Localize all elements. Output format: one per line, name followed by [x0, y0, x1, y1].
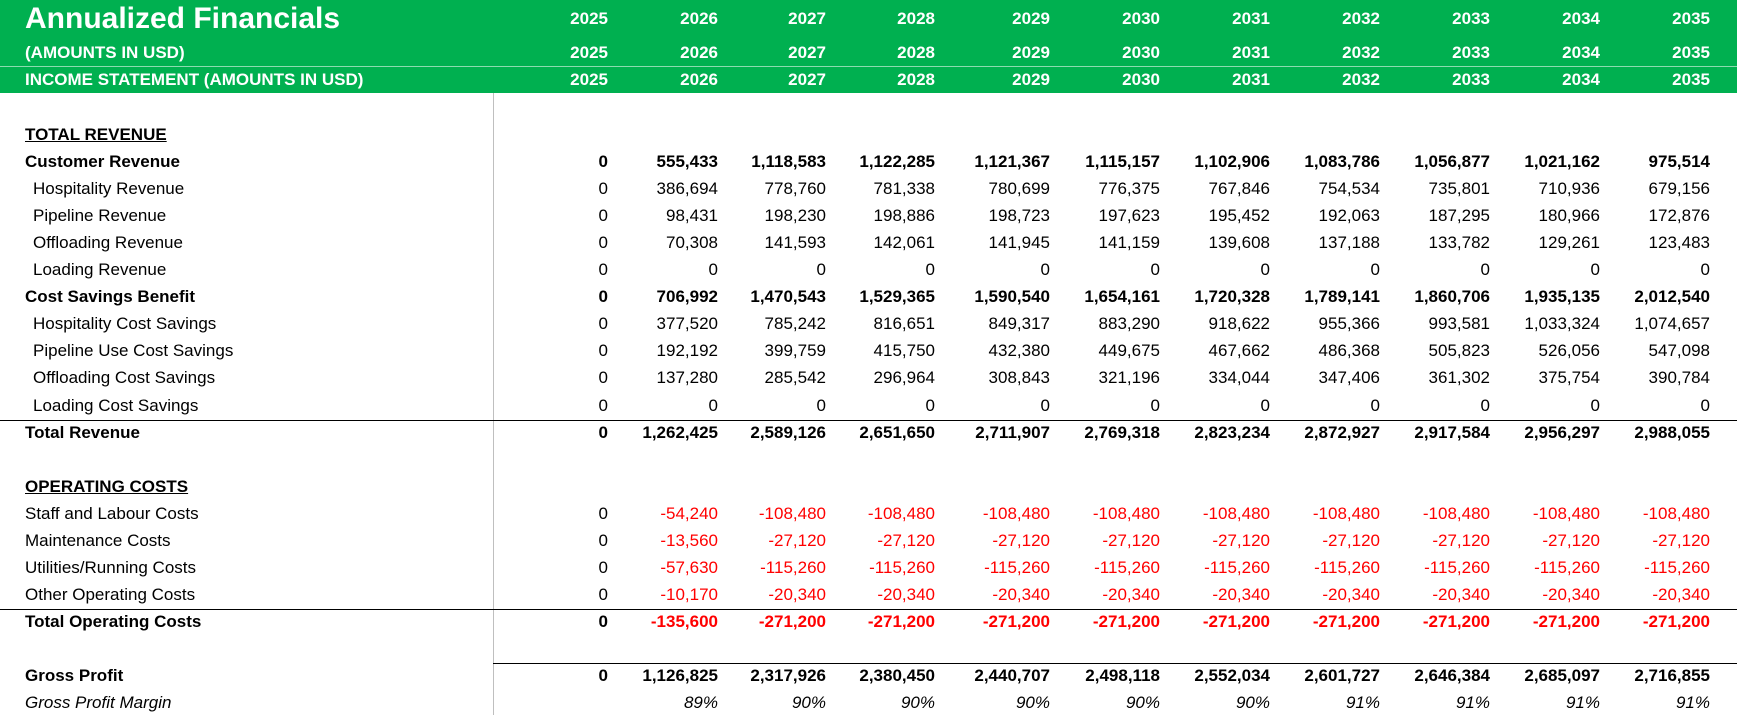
cell-2027: 2,589,126 — [750, 423, 826, 442]
cell-2033: 2,917,584 — [1414, 423, 1490, 442]
cell-2034: -20,340 — [1542, 585, 1600, 604]
year-header-2035: 2035 — [1672, 70, 1710, 89]
cell-2032: 347,406 — [1318, 368, 1380, 387]
cell-2034: -271,200 — [1532, 612, 1600, 631]
row-rule — [0, 609, 1737, 610]
cell-2029: -27,120 — [992, 531, 1050, 550]
table-row — [0, 608, 1737, 635]
cell-2033: 1,860,706 — [1414, 287, 1490, 306]
table-row — [0, 310, 1737, 337]
row-label: TOTAL REVENUE — [25, 125, 167, 144]
cell-2028: 0 — [925, 260, 935, 279]
cell-2033: 0 — [1480, 260, 1490, 279]
row-label: Customer Revenue — [25, 152, 180, 171]
cell-2025: 0 — [598, 179, 608, 198]
cell-2033: -271,200 — [1422, 612, 1490, 631]
cell-2030: 141,159 — [1098, 233, 1160, 252]
cell-2025: 0 — [598, 612, 608, 631]
table-row — [0, 364, 1737, 391]
cell-2026: 555,433 — [656, 152, 718, 171]
table-row — [0, 148, 1737, 175]
cell-2027: -27,120 — [768, 531, 826, 550]
cell-2032: 2,601,727 — [1304, 666, 1380, 685]
cell-2027: 785,242 — [764, 314, 826, 333]
row-label: Hospitality Revenue — [33, 179, 185, 198]
cell-2034: 2,685,097 — [1524, 666, 1600, 685]
cell-2032: 0 — [1370, 396, 1380, 415]
cell-2025: 0 — [598, 396, 608, 415]
cell-2033: -20,340 — [1432, 585, 1490, 604]
cell-2033: -115,260 — [1424, 558, 1490, 577]
table-row — [0, 337, 1737, 364]
row-label: Cost Savings Benefit — [25, 287, 196, 306]
cell-2031: 1,102,906 — [1194, 152, 1270, 171]
cell-2035: 91% — [1675, 693, 1710, 712]
year-header-2030: 2030 — [1122, 43, 1160, 62]
cell-2034: 1,021,162 — [1524, 152, 1600, 171]
table-row — [0, 121, 1737, 148]
cell-2028: -115,260 — [869, 558, 935, 577]
cell-2035: -115,260 — [1644, 558, 1710, 577]
cell-2032: 192,063 — [1318, 206, 1380, 225]
cell-2031: -20,340 — [1212, 585, 1270, 604]
cell-2035: 2,716,855 — [1634, 666, 1710, 685]
cell-2027: 1,470,543 — [750, 287, 826, 306]
cell-2025: 0 — [598, 206, 608, 225]
cell-2031: 2,552,034 — [1194, 666, 1270, 685]
cell-2034: 375,754 — [1538, 368, 1600, 387]
cell-2033: 2,646,384 — [1414, 666, 1490, 685]
cell-2025: 0 — [598, 558, 608, 577]
cell-2032: -271,200 — [1312, 612, 1380, 631]
cell-2029: 780,699 — [988, 179, 1050, 198]
year-header-2032: 2032 — [1342, 43, 1380, 62]
cell-2026: -57,630 — [660, 558, 718, 577]
cell-2025: 0 — [598, 504, 608, 523]
row-label: Offloading Cost Savings — [33, 368, 216, 387]
cell-2027: -271,200 — [758, 612, 826, 631]
header-row-2 — [0, 66, 1737, 93]
cell-2028: 2,380,450 — [859, 666, 935, 685]
cell-2030: -27,120 — [1102, 531, 1160, 550]
cell-2033: 91% — [1455, 693, 1490, 712]
year-header-2030: 2030 — [1122, 9, 1160, 28]
cell-2035: 2,012,540 — [1634, 287, 1710, 306]
year-header-2032: 2032 — [1342, 9, 1380, 28]
cell-2031: 0 — [1260, 260, 1270, 279]
cell-2028: 816,651 — [873, 314, 935, 333]
cell-2025: 0 — [598, 531, 608, 550]
cell-2031: 467,662 — [1208, 341, 1270, 360]
table-row — [0, 689, 1737, 716]
cell-2035: 172,876 — [1648, 206, 1710, 225]
cell-2031: -115,260 — [1204, 558, 1270, 577]
row-label: Loading Cost Savings — [33, 396, 199, 415]
cell-2025: 0 — [598, 585, 608, 604]
cell-2033: 361,302 — [1428, 368, 1490, 387]
cell-2031: -271,200 — [1202, 612, 1270, 631]
cell-2029: 1,590,540 — [974, 287, 1050, 306]
cell-2026: 386,694 — [656, 179, 718, 198]
year-header-2028: 2028 — [897, 9, 935, 28]
year-header-2029: 2029 — [1012, 43, 1050, 62]
cell-2035: 547,098 — [1648, 341, 1710, 360]
cell-2026: -135,600 — [650, 612, 718, 631]
cell-2032: 1,789,141 — [1304, 287, 1380, 306]
cell-2025: 0 — [598, 368, 608, 387]
cell-2033: 0 — [1480, 396, 1490, 415]
row-label: Gross Profit Margin — [25, 693, 172, 712]
year-header-2027: 2027 — [788, 9, 826, 28]
year-header-2029: 2029 — [1012, 70, 1050, 89]
cell-2025: 0 — [598, 666, 608, 685]
cell-2031: 767,846 — [1208, 179, 1270, 198]
cell-2035: 975,514 — [1648, 152, 1710, 171]
cell-2034: -108,480 — [1532, 504, 1600, 523]
cell-2025: 0 — [598, 341, 608, 360]
cell-2034: 129,261 — [1538, 233, 1600, 252]
year-header-2027: 2027 — [788, 43, 826, 62]
cell-2030: -20,340 — [1102, 585, 1160, 604]
row-label: OPERATING COSTS — [25, 477, 189, 496]
cell-2030: 1,115,157 — [1085, 152, 1160, 171]
table-row — [0, 554, 1737, 581]
cell-2027: 90% — [791, 693, 826, 712]
header-divider — [0, 66, 1737, 67]
cell-2029: 308,843 — [988, 368, 1050, 387]
cell-2028: 90% — [900, 693, 935, 712]
cell-2034: 0 — [1590, 260, 1600, 279]
cell-2027: -115,260 — [760, 558, 826, 577]
cell-2031: 2,823,234 — [1194, 423, 1270, 442]
cell-2034: 2,956,297 — [1524, 423, 1600, 442]
cell-2027: 399,759 — [764, 341, 826, 360]
cell-2025: 0 — [598, 260, 608, 279]
table-row — [0, 473, 1737, 500]
cell-2032: 486,368 — [1318, 341, 1380, 360]
cell-2034: 180,966 — [1538, 206, 1600, 225]
cell-2032: -115,260 — [1314, 558, 1380, 577]
row-label: Pipeline Use Cost Savings — [33, 341, 234, 360]
cell-2029: 90% — [1015, 693, 1050, 712]
table-row — [0, 283, 1737, 310]
cell-2028: 198,886 — [873, 206, 935, 225]
cell-2026: 98,431 — [666, 206, 718, 225]
cell-2033: 1,056,877 — [1414, 152, 1490, 171]
cell-2026: 89% — [683, 693, 718, 712]
table-row — [0, 419, 1737, 446]
cell-2030: 321,196 — [1098, 368, 1160, 387]
cell-2032: -108,480 — [1312, 504, 1380, 523]
cell-2027: 0 — [816, 396, 826, 415]
year-header-2029: 2029 — [1012, 9, 1050, 28]
cell-2035: 1,074,657 — [1634, 314, 1710, 333]
cell-2026: 192,192 — [656, 341, 718, 360]
cell-2034: 1,935,135 — [1524, 287, 1600, 306]
year-header-2034: 2034 — [1562, 70, 1600, 89]
cell-2027: 1,118,583 — [751, 152, 826, 171]
cell-2033: -108,480 — [1422, 504, 1490, 523]
cell-2031: 334,044 — [1208, 368, 1270, 387]
table-row — [0, 202, 1737, 229]
cell-2032: 754,534 — [1318, 179, 1380, 198]
cell-2034: 91% — [1565, 693, 1600, 712]
cell-2035: 0 — [1700, 396, 1710, 415]
cell-2031: 1,720,328 — [1194, 287, 1270, 306]
row-label: Pipeline Revenue — [33, 206, 167, 225]
row-label: Loading Revenue — [33, 260, 167, 279]
cell-2026: 377,520 — [656, 314, 718, 333]
cell-2035: -108,480 — [1642, 504, 1710, 523]
row-label: Gross Profit — [25, 666, 124, 685]
cell-2027: 141,593 — [764, 233, 826, 252]
year-header-2026: 2026 — [680, 70, 718, 89]
year-header-2031: 2031 — [1232, 70, 1270, 89]
table-row — [0, 175, 1737, 202]
cell-2026: 70,308 — [666, 233, 718, 252]
cell-2035: -20,340 — [1652, 585, 1710, 604]
cell-2028: 1,529,365 — [859, 287, 935, 306]
table-row — [0, 446, 1737, 473]
cell-2026: 1,126,825 — [642, 666, 718, 685]
row-label: Other Operating Costs — [25, 585, 196, 604]
year-header-2026: 2026 — [680, 43, 718, 62]
header-row-1 — [0, 39, 1737, 66]
row-label: Maintenance Costs — [25, 531, 171, 550]
year-header-2033: 2033 — [1452, 43, 1490, 62]
row-label: Utilities/Running Costs — [25, 558, 197, 577]
cell-2030: -108,480 — [1092, 504, 1160, 523]
cell-2029: -20,340 — [992, 585, 1050, 604]
cell-2028: 415,750 — [873, 341, 935, 360]
cell-2033: 735,801 — [1428, 179, 1490, 198]
cell-2029: 0 — [1040, 396, 1050, 415]
year-header-2026: 2026 — [680, 9, 718, 28]
cell-2026: 1,262,425 — [642, 423, 718, 442]
cell-2032: 2,872,927 — [1304, 423, 1380, 442]
cell-2030: 90% — [1125, 693, 1160, 712]
cell-2035: -27,120 — [1652, 531, 1710, 550]
cell-2027: 285,542 — [764, 368, 826, 387]
table-row — [0, 229, 1737, 256]
cell-2032: 0 — [1370, 260, 1380, 279]
cell-2026: -10,170 — [660, 585, 718, 604]
cell-2035: 390,784 — [1648, 368, 1710, 387]
cell-2031: 0 — [1260, 396, 1270, 415]
cell-2033: 187,295 — [1428, 206, 1490, 225]
cell-2026: 0 — [708, 260, 718, 279]
cell-2031: 139,608 — [1208, 233, 1270, 252]
cell-2034: -27,120 — [1542, 531, 1600, 550]
cell-2026: 137,280 — [656, 368, 718, 387]
row-label: Offloading Revenue — [33, 233, 183, 252]
cell-2029: 198,723 — [988, 206, 1050, 225]
header-label: (AMOUNTS IN USD) — [25, 43, 185, 62]
year-header-2033: 2033 — [1452, 9, 1490, 28]
cell-2025: 0 — [598, 287, 608, 306]
cell-2025: 0 — [598, 314, 608, 333]
row-label: Total Revenue — [25, 423, 140, 442]
cell-2030: -271,200 — [1092, 612, 1160, 631]
year-header-2034: 2034 — [1562, 9, 1600, 28]
cell-2029: 432,380 — [988, 341, 1050, 360]
cell-2034: 526,056 — [1538, 341, 1600, 360]
sheet-title: Annualized Financials — [25, 2, 341, 35]
cell-2028: 1,122,285 — [859, 152, 935, 171]
cell-2028: 0 — [925, 396, 935, 415]
table-row — [0, 635, 1737, 662]
cell-2035: 0 — [1700, 260, 1710, 279]
row-rule — [493, 663, 1737, 664]
cell-2029: -108,480 — [982, 504, 1050, 523]
year-header-2030: 2030 — [1122, 70, 1160, 89]
year-header-2025: 2025 — [570, 43, 608, 62]
cell-2028: -108,480 — [867, 504, 935, 523]
cell-2032: 91% — [1345, 693, 1380, 712]
cell-2025: 0 — [598, 152, 608, 171]
cell-2035: -271,200 — [1642, 612, 1710, 631]
cell-2035: 679,156 — [1648, 179, 1710, 198]
year-header-2027: 2027 — [788, 70, 826, 89]
cell-2029: -271,200 — [982, 612, 1050, 631]
cell-2026: -54,240 — [660, 504, 718, 523]
cell-2025: 0 — [598, 233, 608, 252]
year-header-2028: 2028 — [897, 70, 935, 89]
row-rule — [0, 420, 1737, 421]
year-header-2034: 2034 — [1562, 43, 1600, 62]
cell-2031: 90% — [1235, 693, 1270, 712]
cell-2027: 778,760 — [764, 179, 826, 198]
cell-2030: 1,654,161 — [1084, 287, 1160, 306]
table-row — [0, 527, 1737, 554]
cell-2025: 0 — [598, 423, 608, 442]
header-label: INCOME STATEMENT (AMOUNTS IN USD) — [25, 70, 364, 89]
cell-2030: 0 — [1150, 396, 1160, 415]
year-header-2025: 2025 — [570, 9, 608, 28]
table-row — [0, 500, 1737, 527]
cell-2027: 0 — [816, 260, 826, 279]
cell-2029: 0 — [1040, 260, 1050, 279]
cell-2028: 2,651,650 — [859, 423, 935, 442]
table-row — [0, 392, 1737, 419]
table-row — [0, 662, 1737, 689]
cell-2031: 195,452 — [1208, 206, 1270, 225]
cell-2027: 2,317,926 — [750, 666, 826, 685]
cell-2032: -20,340 — [1322, 585, 1380, 604]
cell-2029: 2,711,907 — [975, 423, 1050, 442]
cell-2028: -271,200 — [867, 612, 935, 631]
row-label: Staff and Labour Costs — [25, 504, 199, 523]
year-header-2025: 2025 — [570, 70, 608, 89]
row-label: Total Operating Costs — [25, 612, 202, 631]
cell-2026: 706,992 — [656, 287, 718, 306]
cell-2033: -27,120 — [1432, 531, 1490, 550]
year-header-2033: 2033 — [1452, 70, 1490, 89]
cell-2028: 296,964 — [873, 368, 935, 387]
cell-2031: 918,622 — [1208, 314, 1270, 333]
cell-2026: 0 — [708, 396, 718, 415]
year-header-2028: 2028 — [897, 43, 935, 62]
year-header-2031: 2031 — [1232, 43, 1270, 62]
cell-2032: 137,188 — [1318, 233, 1380, 252]
cell-2033: 133,782 — [1428, 233, 1490, 252]
cell-2028: 781,338 — [873, 179, 935, 198]
cell-2032: -27,120 — [1322, 531, 1380, 550]
cell-2030: 776,375 — [1098, 179, 1160, 198]
cell-2028: 142,061 — [873, 233, 935, 252]
cell-2032: 955,366 — [1318, 314, 1380, 333]
cell-2030: 2,498,118 — [1085, 666, 1160, 685]
cell-2030: 197,623 — [1098, 206, 1160, 225]
cell-2027: 198,230 — [764, 206, 826, 225]
cell-2032: 1,083,786 — [1304, 152, 1380, 171]
cell-2030: -115,260 — [1094, 558, 1160, 577]
cell-2030: 2,769,318 — [1084, 423, 1160, 442]
table-row — [0, 256, 1737, 283]
cell-2029: 849,317 — [988, 314, 1050, 333]
cell-2034: 0 — [1590, 396, 1600, 415]
cell-2029: -115,260 — [984, 558, 1050, 577]
cell-2035: 2,988,055 — [1634, 423, 1710, 442]
cell-2031: -27,120 — [1212, 531, 1270, 550]
cell-2031: -108,480 — [1202, 504, 1270, 523]
cell-2035: 123,483 — [1648, 233, 1710, 252]
cell-2026: -13,560 — [660, 531, 718, 550]
cell-2030: 883,290 — [1098, 314, 1160, 333]
year-header-2031: 2031 — [1232, 9, 1270, 28]
cell-2027: -108,480 — [758, 504, 826, 523]
cell-2034: 1,033,324 — [1524, 314, 1600, 333]
year-header-2035: 2035 — [1672, 9, 1710, 28]
row-label: Hospitality Cost Savings — [33, 314, 217, 333]
cell-2034: -115,260 — [1534, 558, 1600, 577]
table-row — [0, 581, 1737, 608]
cell-2029: 1,121,367 — [974, 152, 1050, 171]
cell-2028: -20,340 — [877, 585, 935, 604]
cell-2030: 0 — [1150, 260, 1160, 279]
cell-2033: 993,581 — [1428, 314, 1490, 333]
cell-2033: 505,823 — [1428, 341, 1490, 360]
cell-2028: -27,120 — [877, 531, 935, 550]
cell-2029: 2,440,707 — [974, 666, 1050, 685]
year-header-2035: 2035 — [1672, 43, 1710, 62]
cell-2029: 141,945 — [988, 233, 1050, 252]
header-row-title — [0, 2, 1737, 36]
year-header-2032: 2032 — [1342, 70, 1380, 89]
cell-2034: 710,936 — [1538, 179, 1600, 198]
cell-2030: 449,675 — [1098, 341, 1160, 360]
cell-2027: -20,340 — [768, 585, 826, 604]
